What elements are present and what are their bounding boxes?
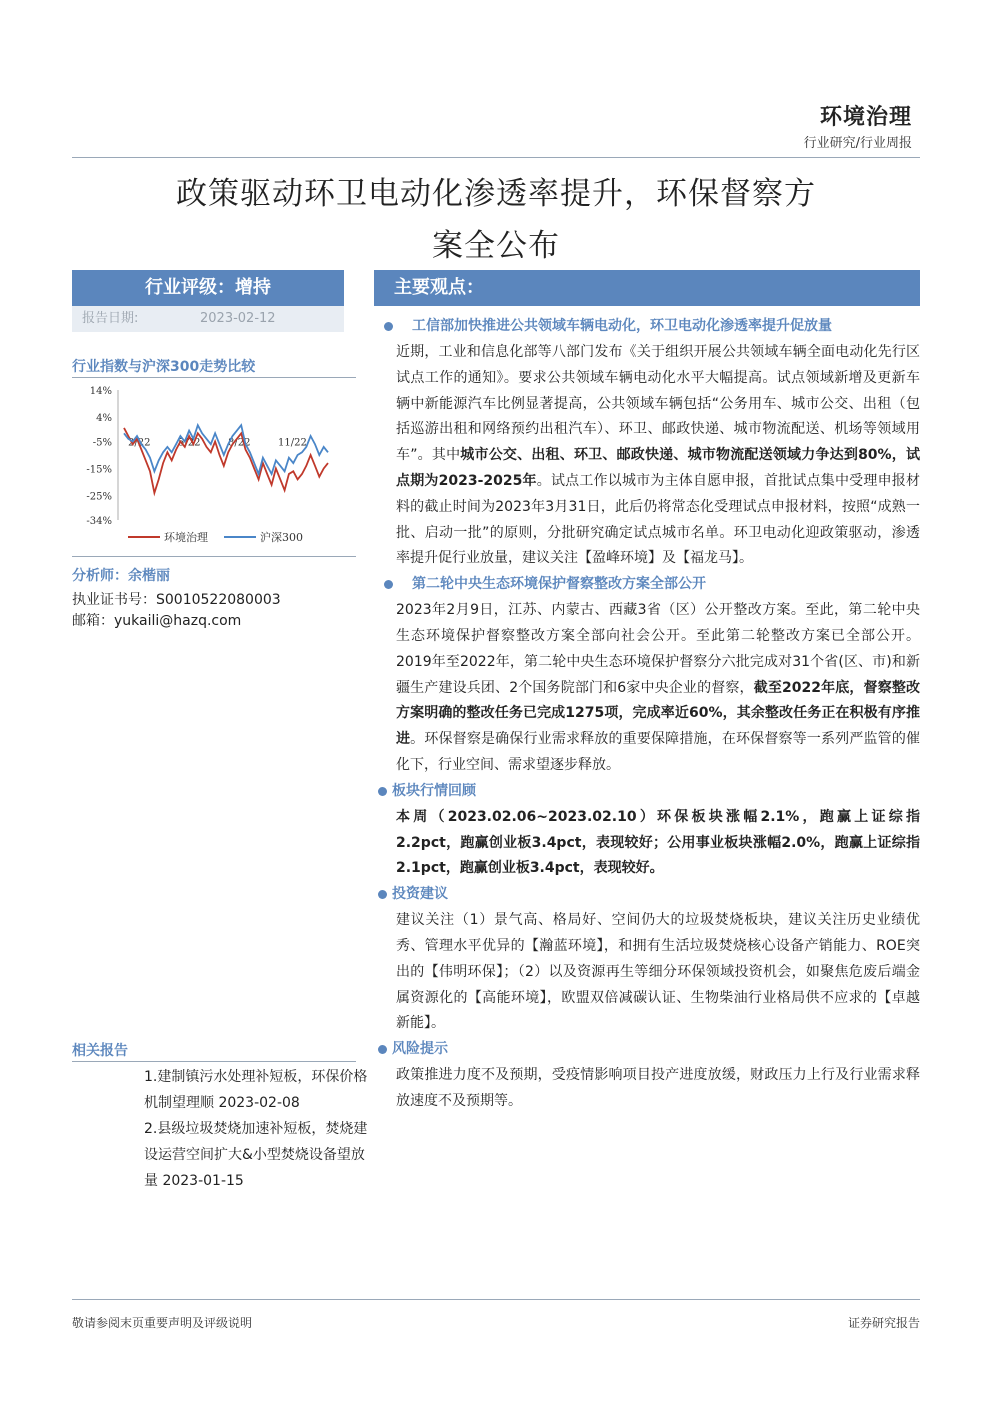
index-comparison-chart (72, 382, 344, 547)
chart-legend (128, 530, 303, 544)
title-line-2: 案全公布 (432, 228, 560, 264)
x-tick-label: 11/22 (278, 437, 307, 449)
chart-section-rule (72, 377, 356, 378)
footer-report-type: 证券研究报告 (847, 1316, 920, 1330)
section-2-text-end: 。环保督察是确保行业需求释放的重要保障措施，在环保督察等一系列严监管的催化下，行业空间、需求望逐步释放。 (396, 731, 921, 773)
legend-label-2: 沪深300 (260, 531, 303, 544)
x-tick-label: 5/22 (178, 437, 201, 449)
section-2-highlight: 截至2022年底，督察整改方案明确的整改任务已完成1275项，完成率近60%，其余整改任务正在积极有序推进 (396, 679, 920, 748)
section-5-body: 政策推进力度不及预期，受疫情影响项目投产进度放缓，财政压力上行及行业需求释放速度不及预期等。 (396, 1067, 920, 1109)
x-tick-label: 8/22 (228, 437, 251, 449)
section-1-text: 近期，工业和信息化部等八部门发布《关于组织开展公共领域车辆全面电动化先行区试点工作的通知》。要求公共领域车辆电动化水平大幅提高。试点领域新增及更新车辆中新能源汽车比例显著提高，公共领域车辆包括“公务用车、城市公交、出租（包括巡游出租和网络预约出租汽车）、环卫、邮政快递、城市物流配送、机场等领域用车”。其中 (396, 344, 920, 464)
y-tick-label: -5% (92, 437, 112, 449)
footer-disclaimer: 敬请参阅末页重要声明及评级说明 (72, 1316, 253, 1330)
series-line-2 (124, 425, 328, 474)
section-1-text-end: 。试点工作以城市为主体自愿申报，首批试点集中受理申报材料的截止时间为2023年3月31日，此后仍将常态化受理试点申报材料，按照“成熟一批、启动一批”的原则，分批研究确定试点城市名单。环卫电动化迎政策驱动，渗透率提升促行业放量，建议关注【盈峰环境】及【福龙马】。 (396, 472, 920, 567)
legend-label-1: 环境治理 (164, 531, 208, 544)
related-reports (72, 1064, 368, 1194)
section-5-title: 风险提示 (392, 1041, 448, 1058)
analyst-cert: 执业证书号：S0010522080003 (72, 592, 281, 608)
section-heading (374, 779, 920, 805)
sector-name: 环境治理 (819, 105, 912, 130)
main-points-heading: 主要观点： (374, 270, 920, 306)
report-date-value: 2023-02-12 (200, 311, 276, 326)
related-line[interactable]: 量 2023-01-15 (144, 1173, 244, 1189)
report-title (72, 168, 920, 272)
section-1-title: 工信部加快推进公共领域车辆电动化，环卫电动化渗透率提升促放量 (412, 318, 832, 334)
related-heading: 相关报告 (72, 1043, 128, 1059)
footer-divider (72, 1299, 920, 1300)
y-tick-label: 4% (96, 413, 112, 425)
related-rule (72, 1061, 356, 1062)
y-tick-label: -15% (86, 464, 112, 476)
analyst-rule (72, 556, 356, 557)
related-line[interactable]: 设运营空间扩大&小型焚烧设备望放 (144, 1147, 365, 1163)
x-tick-label: 2/22 (128, 437, 151, 449)
title-line-1: 政策驱动环卫电动化渗透率提升，环保督察方 (176, 176, 816, 212)
section-4-title: 投资建议 (392, 886, 448, 903)
section-heading (374, 882, 920, 908)
related-line[interactable]: 1.建制镇污水处理补短板，环保价格 (144, 1069, 368, 1085)
y-tick-label: -25% (86, 491, 112, 503)
related-line[interactable]: 2.县级垃圾焚烧加速补短板，焚烧建 (144, 1121, 368, 1137)
section-1-body (374, 340, 920, 572)
y-tick-label: -34% (86, 516, 112, 527)
header-divider (72, 157, 920, 158)
report-date-label: 报告日期: (82, 311, 139, 326)
section-2-body (374, 598, 920, 779)
section-heading (374, 572, 920, 598)
section-3-body (374, 805, 920, 882)
section-4-body: 建议关注（1）景气高、格局好、空间仍大的垃圾焚烧板块，建议关注历史业绩优秀、管理水平优异的【瀚蓝环境】，和拥有生活垃圾焚烧核心设备产销能力、ROE突出的【伟明环保】；（2）以及资源再生等细分环保领域投资机会，如聚焦危废后端金属资源化的【高能环境】，欧盟双倍减碳认证、生物柴油行业格局供不应求的【卓越新能】。 (396, 912, 920, 1032)
analyst-email: 邮箱：yukaili@hazq.com (72, 613, 242, 629)
y-tick-label: 14% (89, 386, 112, 397)
section-heading (374, 314, 920, 340)
chart-section-title: 行业指数与沪深300走势比较 (72, 359, 256, 375)
section-heading (374, 1037, 920, 1063)
section-3-title: 板块行情回顾 (392, 782, 476, 799)
report-date-row (72, 306, 344, 332)
related-line[interactable]: 机制望理顺 2023-02-08 (144, 1095, 300, 1111)
section-3-highlight: 本周（2023.02.06~2023.02.10）环保板块涨幅2.1%，跑赢上证综指2.2pct，跑赢创业板3.4pct，表现较好；公用事业板块涨幅2.0%，跑赢上证综指2.1pct，跑赢创业板3.4pct，表现较好。 (396, 808, 920, 877)
y-axis (86, 386, 118, 527)
chart-lines (124, 425, 328, 493)
report-type: 行业研究/行业周报 (803, 136, 912, 151)
section-1-highlight: 城市公交、出租、环卫、邮政快递、城市物流配送领域力争达到80%，试点期为2023-2025年 (396, 447, 920, 489)
analyst-heading: 分析师：余楷丽 (72, 568, 170, 584)
section-2-title: 第二轮中央生态环境保护督察整改方案全部公开 (412, 576, 706, 593)
section-2-text: 2023年2月9日，江苏、内蒙古、西藏3省（区）公开整改方案。至此，第二轮中央生态环境保护督察整改方案全部向社会公开。至此第二轮整改方案已全部公开。2019年至2022年，第二轮中央生态环境保护督察分六批完成对31个省(区、市)和新疆生产建设兵团、2个国务院部门和6家中央企业的督察， (396, 602, 920, 696)
industry-rating: 行业评级：增持 (72, 270, 344, 306)
main-points (374, 314, 920, 1115)
